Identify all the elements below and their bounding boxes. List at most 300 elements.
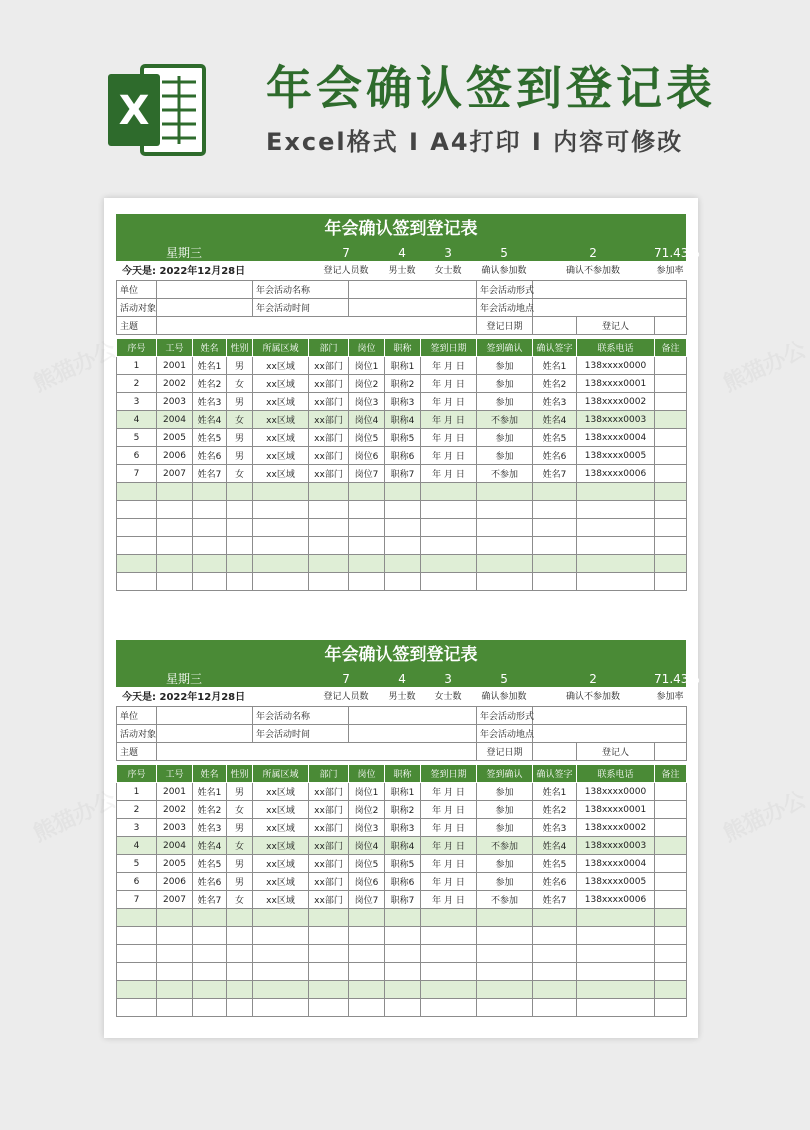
table-cell[interactable]: 1 bbox=[117, 357, 157, 375]
table-cell[interactable] bbox=[577, 501, 655, 519]
table-cell[interactable] bbox=[193, 519, 227, 537]
table-cell[interactable]: 职称3 bbox=[385, 819, 421, 837]
table-cell[interactable] bbox=[227, 963, 253, 981]
table-cell[interactable] bbox=[193, 945, 227, 963]
table-cell[interactable]: 2 bbox=[117, 375, 157, 393]
table-cell[interactable]: 姓名4 bbox=[533, 411, 577, 429]
table-cell[interactable] bbox=[385, 909, 421, 927]
table-cell[interactable] bbox=[533, 483, 577, 501]
table-cell[interactable] bbox=[349, 927, 385, 945]
table-cell[interactable] bbox=[577, 981, 655, 999]
table-cell[interactable] bbox=[533, 501, 577, 519]
table-cell[interactable]: 姓名1 bbox=[533, 357, 577, 375]
table-cell[interactable]: 姓名6 bbox=[533, 873, 577, 891]
table-cell[interactable] bbox=[349, 573, 385, 591]
table-cell[interactable]: xx区域 bbox=[253, 393, 309, 411]
table-cell[interactable]: 女 bbox=[227, 801, 253, 819]
table-cell[interactable]: 不参加 bbox=[477, 411, 533, 429]
table-cell[interactable]: 女 bbox=[227, 375, 253, 393]
table-cell[interactable] bbox=[385, 963, 421, 981]
table-cell[interactable]: 年 月 日 bbox=[421, 783, 477, 801]
table-cell[interactable]: 女 bbox=[227, 465, 253, 483]
table-cell[interactable]: 岗位6 bbox=[349, 447, 385, 465]
table-cell[interactable]: 姓名4 bbox=[533, 837, 577, 855]
table-cell[interactable] bbox=[117, 999, 157, 1017]
table-cell[interactable]: 岗位3 bbox=[349, 393, 385, 411]
table-cell[interactable]: xx区域 bbox=[253, 873, 309, 891]
table-cell[interactable] bbox=[253, 573, 309, 591]
table-cell[interactable] bbox=[421, 927, 477, 945]
table-cell[interactable] bbox=[157, 555, 193, 573]
table-cell[interactable] bbox=[533, 963, 577, 981]
table-cell[interactable] bbox=[253, 963, 309, 981]
table-cell[interactable]: xx区域 bbox=[253, 357, 309, 375]
table-cell[interactable] bbox=[655, 999, 687, 1017]
table-cell[interactable] bbox=[655, 873, 687, 891]
table-cell[interactable] bbox=[533, 573, 577, 591]
table-cell[interactable]: 138xxxx0000 bbox=[577, 783, 655, 801]
table-cell[interactable]: 岗位7 bbox=[349, 465, 385, 483]
table-cell[interactable]: 年 月 日 bbox=[421, 429, 477, 447]
table-cell[interactable]: 138xxxx0005 bbox=[577, 447, 655, 465]
table-cell[interactable] bbox=[655, 501, 687, 519]
table-cell[interactable]: 姓名6 bbox=[193, 447, 227, 465]
table-cell[interactable] bbox=[193, 999, 227, 1017]
table-cell[interactable]: 参加 bbox=[477, 873, 533, 891]
table-cell[interactable] bbox=[309, 981, 349, 999]
table-cell[interactable]: 6 bbox=[117, 873, 157, 891]
table-cell[interactable]: xx部门 bbox=[309, 819, 349, 837]
table-cell[interactable]: 岗位7 bbox=[349, 891, 385, 909]
table-cell[interactable] bbox=[655, 555, 687, 573]
table-cell[interactable] bbox=[117, 483, 157, 501]
table-cell[interactable]: 2002 bbox=[157, 375, 193, 393]
table-cell[interactable] bbox=[655, 945, 687, 963]
table-cell[interactable]: 姓名4 bbox=[193, 837, 227, 855]
table-cell[interactable] bbox=[157, 999, 193, 1017]
table-cell[interactable] bbox=[117, 573, 157, 591]
table-cell[interactable]: xx部门 bbox=[309, 837, 349, 855]
table-cell[interactable] bbox=[349, 909, 385, 927]
reg-date-field[interactable] bbox=[533, 743, 577, 761]
table-cell[interactable] bbox=[477, 927, 533, 945]
table-cell[interactable]: 姓名2 bbox=[193, 801, 227, 819]
table-cell[interactable]: 职称7 bbox=[385, 465, 421, 483]
table-cell[interactable] bbox=[577, 573, 655, 591]
table-cell[interactable] bbox=[253, 981, 309, 999]
table-cell[interactable]: 138xxxx0003 bbox=[577, 411, 655, 429]
table-cell[interactable] bbox=[421, 519, 477, 537]
table-cell[interactable] bbox=[227, 519, 253, 537]
table-cell[interactable]: 男 bbox=[227, 357, 253, 375]
table-cell[interactable] bbox=[577, 909, 655, 927]
table-cell[interactable]: 姓名1 bbox=[193, 357, 227, 375]
table-cell[interactable]: 2006 bbox=[157, 873, 193, 891]
table-cell[interactable]: xx区域 bbox=[253, 429, 309, 447]
table-cell[interactable]: 138xxxx0004 bbox=[577, 429, 655, 447]
table-cell[interactable]: 姓名3 bbox=[533, 393, 577, 411]
table-cell[interactable]: 138xxxx0002 bbox=[577, 393, 655, 411]
table-cell[interactable] bbox=[117, 927, 157, 945]
table-cell[interactable]: 3 bbox=[117, 819, 157, 837]
table-cell[interactable]: 2003 bbox=[157, 819, 193, 837]
table-cell[interactable]: 1 bbox=[117, 783, 157, 801]
table-cell[interactable] bbox=[421, 483, 477, 501]
target-field[interactable] bbox=[157, 725, 253, 743]
table-cell[interactable] bbox=[421, 573, 477, 591]
table-cell[interactable] bbox=[227, 927, 253, 945]
activity-form-field[interactable] bbox=[533, 281, 687, 299]
table-cell[interactable]: 姓名6 bbox=[193, 873, 227, 891]
table-cell[interactable]: xx区域 bbox=[253, 855, 309, 873]
table-cell[interactable] bbox=[253, 909, 309, 927]
table-cell[interactable] bbox=[309, 927, 349, 945]
table-cell[interactable] bbox=[477, 555, 533, 573]
table-cell[interactable] bbox=[421, 501, 477, 519]
table-cell[interactable] bbox=[655, 819, 687, 837]
table-cell[interactable] bbox=[655, 465, 687, 483]
table-cell[interactable] bbox=[577, 537, 655, 555]
table-cell[interactable]: 年 月 日 bbox=[421, 855, 477, 873]
table-cell[interactable]: 男 bbox=[227, 783, 253, 801]
table-cell[interactable]: 职称2 bbox=[385, 801, 421, 819]
table-cell[interactable] bbox=[655, 963, 687, 981]
table-cell[interactable] bbox=[655, 393, 687, 411]
table-cell[interactable] bbox=[477, 501, 533, 519]
table-cell[interactable]: 2005 bbox=[157, 429, 193, 447]
table-cell[interactable]: 姓名7 bbox=[533, 465, 577, 483]
table-cell[interactable] bbox=[227, 909, 253, 927]
table-cell[interactable]: 2007 bbox=[157, 465, 193, 483]
table-cell[interactable] bbox=[349, 537, 385, 555]
table-cell[interactable] bbox=[533, 537, 577, 555]
table-cell[interactable]: xx部门 bbox=[309, 429, 349, 447]
table-cell[interactable]: 职称6 bbox=[385, 447, 421, 465]
table-cell[interactable] bbox=[477, 945, 533, 963]
table-cell[interactable] bbox=[157, 945, 193, 963]
table-cell[interactable]: 年 月 日 bbox=[421, 447, 477, 465]
table-cell[interactable]: 2004 bbox=[157, 411, 193, 429]
table-cell[interactable]: xx区域 bbox=[253, 837, 309, 855]
reg-date-field[interactable] bbox=[533, 317, 577, 335]
table-cell[interactable]: 2001 bbox=[157, 783, 193, 801]
table-cell[interactable] bbox=[227, 537, 253, 555]
table-cell[interactable] bbox=[253, 537, 309, 555]
table-cell[interactable]: 岗位4 bbox=[349, 837, 385, 855]
table-cell[interactable] bbox=[117, 963, 157, 981]
table-cell[interactable]: 5 bbox=[117, 429, 157, 447]
table-cell[interactable]: 138xxxx0001 bbox=[577, 375, 655, 393]
table-cell[interactable]: 不参加 bbox=[477, 465, 533, 483]
table-cell[interactable] bbox=[349, 999, 385, 1017]
table-cell[interactable] bbox=[421, 555, 477, 573]
table-cell[interactable]: 职称5 bbox=[385, 429, 421, 447]
table-cell[interactable] bbox=[193, 963, 227, 981]
table-cell[interactable]: 4 bbox=[117, 837, 157, 855]
table-cell[interactable] bbox=[533, 999, 577, 1017]
table-cell[interactable] bbox=[385, 555, 421, 573]
table-cell[interactable]: xx部门 bbox=[309, 783, 349, 801]
table-cell[interactable] bbox=[421, 981, 477, 999]
table-cell[interactable] bbox=[349, 483, 385, 501]
table-cell[interactable]: 女 bbox=[227, 891, 253, 909]
table-cell[interactable] bbox=[533, 519, 577, 537]
table-cell[interactable] bbox=[227, 573, 253, 591]
table-cell[interactable]: 参加 bbox=[477, 393, 533, 411]
table-cell[interactable]: 年 月 日 bbox=[421, 873, 477, 891]
table-cell[interactable] bbox=[477, 963, 533, 981]
table-cell[interactable] bbox=[117, 945, 157, 963]
table-cell[interactable]: 年 月 日 bbox=[421, 393, 477, 411]
table-cell[interactable] bbox=[655, 357, 687, 375]
table-cell[interactable] bbox=[421, 963, 477, 981]
table-cell[interactable]: xx部门 bbox=[309, 465, 349, 483]
table-cell[interactable] bbox=[157, 573, 193, 591]
table-cell[interactable] bbox=[655, 573, 687, 591]
table-cell[interactable]: 男 bbox=[227, 819, 253, 837]
table-cell[interactable] bbox=[385, 483, 421, 501]
table-cell[interactable] bbox=[477, 909, 533, 927]
table-cell[interactable]: 7 bbox=[117, 891, 157, 909]
table-cell[interactable]: 岗位2 bbox=[349, 801, 385, 819]
table-cell[interactable] bbox=[309, 909, 349, 927]
table-cell[interactable]: 参加 bbox=[477, 819, 533, 837]
table-cell[interactable] bbox=[117, 519, 157, 537]
table-cell[interactable] bbox=[309, 945, 349, 963]
table-cell[interactable] bbox=[477, 573, 533, 591]
table-cell[interactable]: 姓名2 bbox=[533, 375, 577, 393]
table-cell[interactable] bbox=[477, 999, 533, 1017]
table-cell[interactable]: xx区域 bbox=[253, 465, 309, 483]
table-cell[interactable]: 姓名5 bbox=[533, 429, 577, 447]
table-cell[interactable] bbox=[385, 945, 421, 963]
table-cell[interactable]: 男 bbox=[227, 393, 253, 411]
table-cell[interactable]: 岗位1 bbox=[349, 783, 385, 801]
table-cell[interactable] bbox=[193, 501, 227, 519]
table-cell[interactable] bbox=[227, 555, 253, 573]
table-cell[interactable]: 6 bbox=[117, 447, 157, 465]
table-cell[interactable] bbox=[577, 945, 655, 963]
registrar-field[interactable] bbox=[655, 743, 687, 761]
table-cell[interactable]: 职称5 bbox=[385, 855, 421, 873]
table-cell[interactable] bbox=[253, 555, 309, 573]
table-cell[interactable]: 男 bbox=[227, 873, 253, 891]
table-cell[interactable]: 姓名3 bbox=[193, 393, 227, 411]
table-cell[interactable] bbox=[157, 519, 193, 537]
table-cell[interactable] bbox=[421, 999, 477, 1017]
table-cell[interactable]: 7 bbox=[117, 465, 157, 483]
table-cell[interactable]: 岗位6 bbox=[349, 873, 385, 891]
table-cell[interactable]: xx区域 bbox=[253, 819, 309, 837]
table-cell[interactable]: xx部门 bbox=[309, 411, 349, 429]
table-cell[interactable] bbox=[385, 573, 421, 591]
table-cell[interactable]: xx部门 bbox=[309, 801, 349, 819]
table-cell[interactable]: 姓名7 bbox=[193, 891, 227, 909]
table-cell[interactable] bbox=[227, 501, 253, 519]
table-cell[interactable]: 姓名5 bbox=[533, 855, 577, 873]
table-cell[interactable] bbox=[655, 801, 687, 819]
table-cell[interactable] bbox=[117, 909, 157, 927]
table-cell[interactable]: xx区域 bbox=[253, 891, 309, 909]
table-cell[interactable] bbox=[309, 519, 349, 537]
table-cell[interactable] bbox=[533, 981, 577, 999]
table-cell[interactable]: 2007 bbox=[157, 891, 193, 909]
table-cell[interactable]: 姓名1 bbox=[533, 783, 577, 801]
table-cell[interactable] bbox=[421, 909, 477, 927]
unit-field[interactable] bbox=[157, 707, 253, 725]
table-cell[interactable]: 5 bbox=[117, 855, 157, 873]
table-cell[interactable] bbox=[253, 999, 309, 1017]
table-cell[interactable] bbox=[577, 927, 655, 945]
table-cell[interactable]: 参加 bbox=[477, 855, 533, 873]
activity-place-field[interactable] bbox=[533, 725, 687, 743]
table-cell[interactable]: 年 月 日 bbox=[421, 891, 477, 909]
registrar-field[interactable] bbox=[655, 317, 687, 335]
table-cell[interactable]: 姓名3 bbox=[193, 819, 227, 837]
table-cell[interactable] bbox=[655, 783, 687, 801]
table-cell[interactable]: 岗位5 bbox=[349, 429, 385, 447]
table-cell[interactable]: 男 bbox=[227, 429, 253, 447]
table-cell[interactable]: 姓名2 bbox=[533, 801, 577, 819]
table-cell[interactable] bbox=[253, 519, 309, 537]
table-cell[interactable]: 不参加 bbox=[477, 837, 533, 855]
table-cell[interactable] bbox=[157, 963, 193, 981]
table-cell[interactable] bbox=[533, 945, 577, 963]
table-cell[interactable] bbox=[655, 855, 687, 873]
table-cell[interactable] bbox=[533, 909, 577, 927]
table-cell[interactable] bbox=[253, 501, 309, 519]
table-cell[interactable] bbox=[193, 573, 227, 591]
table-cell[interactable]: 男 bbox=[227, 855, 253, 873]
table-cell[interactable]: 参加 bbox=[477, 783, 533, 801]
table-cell[interactable]: 138xxxx0006 bbox=[577, 465, 655, 483]
table-cell[interactable] bbox=[655, 891, 687, 909]
table-cell[interactable]: 岗位3 bbox=[349, 819, 385, 837]
table-cell[interactable]: 参加 bbox=[477, 801, 533, 819]
table-cell[interactable] bbox=[193, 555, 227, 573]
table-cell[interactable]: 4 bbox=[117, 411, 157, 429]
table-cell[interactable] bbox=[349, 555, 385, 573]
table-cell[interactable] bbox=[253, 945, 309, 963]
table-cell[interactable] bbox=[577, 963, 655, 981]
table-cell[interactable]: 参加 bbox=[477, 447, 533, 465]
table-cell[interactable] bbox=[227, 981, 253, 999]
table-cell[interactable]: 138xxxx0004 bbox=[577, 855, 655, 873]
table-cell[interactable]: 2002 bbox=[157, 801, 193, 819]
table-cell[interactable] bbox=[655, 411, 687, 429]
activity-name-field[interactable] bbox=[349, 281, 477, 299]
table-cell[interactable]: 女 bbox=[227, 411, 253, 429]
table-cell[interactable] bbox=[385, 927, 421, 945]
table-cell[interactable] bbox=[309, 483, 349, 501]
table-cell[interactable] bbox=[227, 999, 253, 1017]
table-cell[interactable]: xx区域 bbox=[253, 783, 309, 801]
table-cell[interactable] bbox=[349, 501, 385, 519]
table-cell[interactable] bbox=[385, 537, 421, 555]
unit-field[interactable] bbox=[157, 281, 253, 299]
table-cell[interactable] bbox=[577, 555, 655, 573]
table-cell[interactable] bbox=[577, 519, 655, 537]
table-cell[interactable]: xx部门 bbox=[309, 873, 349, 891]
table-cell[interactable] bbox=[533, 555, 577, 573]
table-cell[interactable] bbox=[533, 927, 577, 945]
table-cell[interactable] bbox=[309, 963, 349, 981]
table-cell[interactable] bbox=[157, 909, 193, 927]
table-cell[interactable]: 姓名7 bbox=[533, 891, 577, 909]
activity-name-field[interactable] bbox=[349, 707, 477, 725]
table-cell[interactable] bbox=[385, 999, 421, 1017]
table-cell[interactable]: 3 bbox=[117, 393, 157, 411]
table-cell[interactable]: xx部门 bbox=[309, 375, 349, 393]
table-cell[interactable]: 2005 bbox=[157, 855, 193, 873]
table-cell[interactable]: 年 月 日 bbox=[421, 465, 477, 483]
table-cell[interactable]: 职称2 bbox=[385, 375, 421, 393]
table-cell[interactable]: xx部门 bbox=[309, 855, 349, 873]
activity-place-field[interactable] bbox=[533, 299, 687, 317]
table-cell[interactable] bbox=[655, 837, 687, 855]
table-cell[interactable] bbox=[385, 519, 421, 537]
table-cell[interactable]: 年 月 日 bbox=[421, 357, 477, 375]
table-cell[interactable] bbox=[349, 963, 385, 981]
table-cell[interactable]: 2 bbox=[117, 801, 157, 819]
activity-form-field[interactable] bbox=[533, 707, 687, 725]
table-cell[interactable]: 岗位2 bbox=[349, 375, 385, 393]
table-cell[interactable]: xx区域 bbox=[253, 375, 309, 393]
table-cell[interactable] bbox=[227, 483, 253, 501]
table-cell[interactable]: 职称4 bbox=[385, 837, 421, 855]
table-cell[interactable] bbox=[157, 927, 193, 945]
table-cell[interactable]: 职称6 bbox=[385, 873, 421, 891]
table-cell[interactable] bbox=[655, 429, 687, 447]
table-cell[interactable] bbox=[157, 483, 193, 501]
table-cell[interactable]: 姓名1 bbox=[193, 783, 227, 801]
table-cell[interactable] bbox=[117, 501, 157, 519]
table-cell[interactable]: 职称1 bbox=[385, 783, 421, 801]
table-cell[interactable] bbox=[385, 981, 421, 999]
table-cell[interactable]: 138xxxx0000 bbox=[577, 357, 655, 375]
table-cell[interactable]: 2003 bbox=[157, 393, 193, 411]
table-cell[interactable]: 女 bbox=[227, 837, 253, 855]
table-cell[interactable] bbox=[157, 501, 193, 519]
table-cell[interactable] bbox=[193, 537, 227, 555]
table-cell[interactable]: 参加 bbox=[477, 357, 533, 375]
table-cell[interactable] bbox=[421, 537, 477, 555]
table-cell[interactable] bbox=[253, 483, 309, 501]
table-cell[interactable]: 年 月 日 bbox=[421, 801, 477, 819]
table-cell[interactable]: 138xxxx0003 bbox=[577, 837, 655, 855]
table-cell[interactable]: 年 月 日 bbox=[421, 837, 477, 855]
table-cell[interactable]: 不参加 bbox=[477, 891, 533, 909]
table-cell[interactable] bbox=[477, 519, 533, 537]
table-cell[interactable] bbox=[477, 981, 533, 999]
activity-time-field[interactable] bbox=[349, 725, 477, 743]
table-cell[interactable]: 岗位4 bbox=[349, 411, 385, 429]
table-cell[interactable] bbox=[157, 537, 193, 555]
table-cell[interactable] bbox=[421, 945, 477, 963]
table-cell[interactable]: 姓名6 bbox=[533, 447, 577, 465]
table-cell[interactable]: 姓名5 bbox=[193, 855, 227, 873]
table-cell[interactable]: 岗位1 bbox=[349, 357, 385, 375]
table-cell[interactable]: 姓名2 bbox=[193, 375, 227, 393]
table-cell[interactable] bbox=[309, 999, 349, 1017]
table-cell[interactable] bbox=[193, 981, 227, 999]
table-cell[interactable]: xx区域 bbox=[253, 447, 309, 465]
table-cell[interactable]: 年 月 日 bbox=[421, 375, 477, 393]
table-cell[interactable] bbox=[655, 375, 687, 393]
table-cell[interactable]: 年 月 日 bbox=[421, 819, 477, 837]
table-cell[interactable]: xx部门 bbox=[309, 891, 349, 909]
table-cell[interactable] bbox=[349, 519, 385, 537]
